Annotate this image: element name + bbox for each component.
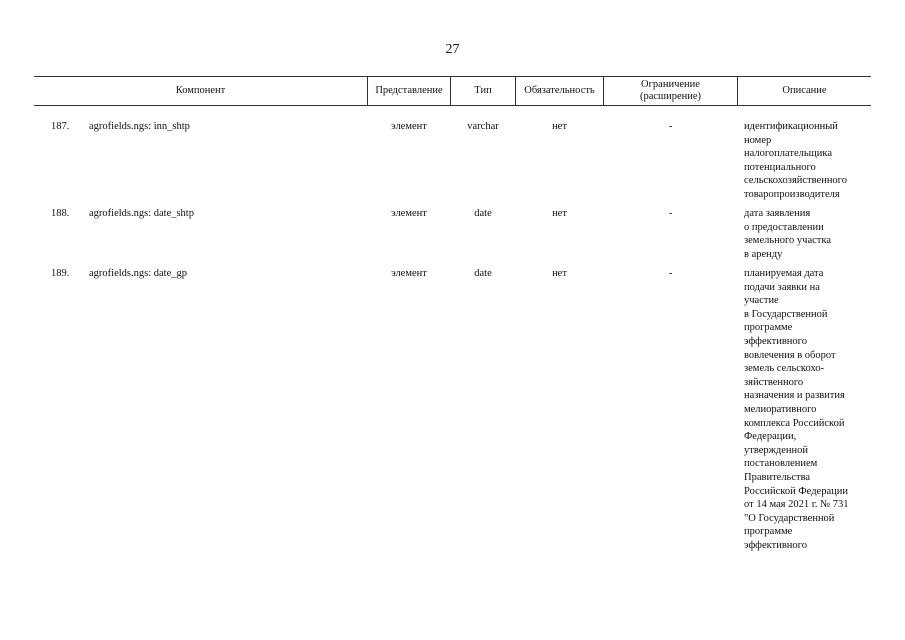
description-line: сельскохозяйственного [744, 175, 847, 187]
description-line: земельного участка [744, 235, 831, 247]
row-restriction: - [668, 268, 673, 279]
description-line: постановлением [744, 458, 818, 470]
description-line: в аренду [744, 248, 783, 260]
row-number: 188. [51, 208, 70, 219]
description-line: земель сельскохо- [744, 363, 825, 375]
header-restriction-line1: Ограничение [641, 79, 700, 90]
description-line: товаропроизводителя [744, 188, 840, 200]
description-line: налогоплательщика [744, 148, 832, 160]
row-representation: элемент [391, 268, 427, 279]
row-number: 187. [51, 121, 70, 132]
description-line: вовлечения в оборот [744, 349, 836, 361]
description-line: планируемая дата [744, 268, 824, 279]
description-line: Федерации, [744, 431, 797, 443]
description-line: программе [744, 526, 793, 538]
header-representation: Представление [375, 85, 443, 96]
row-required: нет [552, 208, 567, 219]
page-number: 27 [445, 42, 460, 57]
description-line: потенциального [744, 161, 816, 173]
row-description [744, 120, 847, 202]
description-line: о предоставлении [744, 221, 824, 233]
description-line: Правительства [744, 471, 811, 483]
description-line: назначения и развития [744, 390, 845, 402]
description-line: от 14 мая 2021 г. № 731 [744, 499, 849, 511]
data-table [34, 76, 871, 551]
description-line: дата заявления [744, 208, 811, 219]
header-description: Описание [782, 85, 827, 96]
description-line: утвержденной [744, 444, 809, 456]
row-type: date [474, 208, 492, 219]
description-line: мелиоративного [744, 403, 817, 415]
description-line: в Государственной [744, 308, 828, 320]
description-line: эффективного [744, 539, 807, 551]
row-number: 189. [51, 268, 70, 279]
header-restriction [604, 77, 737, 105]
row-component: agrofields.ngs: date_gp [89, 268, 187, 279]
row-component: agrofields.ngs: inn_shtp [89, 121, 190, 132]
row-type: date [474, 268, 492, 279]
header-required: Обязательность [524, 85, 595, 96]
description-line: "О Государственной [744, 512, 835, 524]
description-line: комплекса Российской [744, 417, 845, 429]
row-restriction: - [668, 121, 673, 132]
row-required: нет [552, 121, 567, 132]
description-line: участие [744, 295, 779, 307]
row-representation: элемент [391, 208, 427, 219]
description-line: программе [744, 322, 793, 334]
description-line: эффективного [744, 335, 807, 347]
row-representation: элемент [391, 121, 427, 132]
row-component: agrofields.ngs: date_shtp [89, 208, 194, 219]
description-line: подачи заявки на [744, 281, 820, 293]
row-required: нет [552, 268, 567, 279]
description-line: зяйственного [744, 376, 804, 388]
header-restriction-line2: (расширение) [639, 91, 702, 102]
row-description [744, 267, 849, 552]
description-line: Российской Федерации [744, 485, 848, 497]
row-restriction: - [668, 208, 673, 219]
description-line: номер [744, 134, 772, 146]
table-header-row [34, 76, 871, 106]
row-description [744, 207, 831, 261]
description-line: идентификационный [744, 121, 838, 132]
header-type: Тип [474, 85, 492, 96]
row-type: varchar [467, 121, 499, 132]
header-component: Компонент [175, 85, 226, 96]
